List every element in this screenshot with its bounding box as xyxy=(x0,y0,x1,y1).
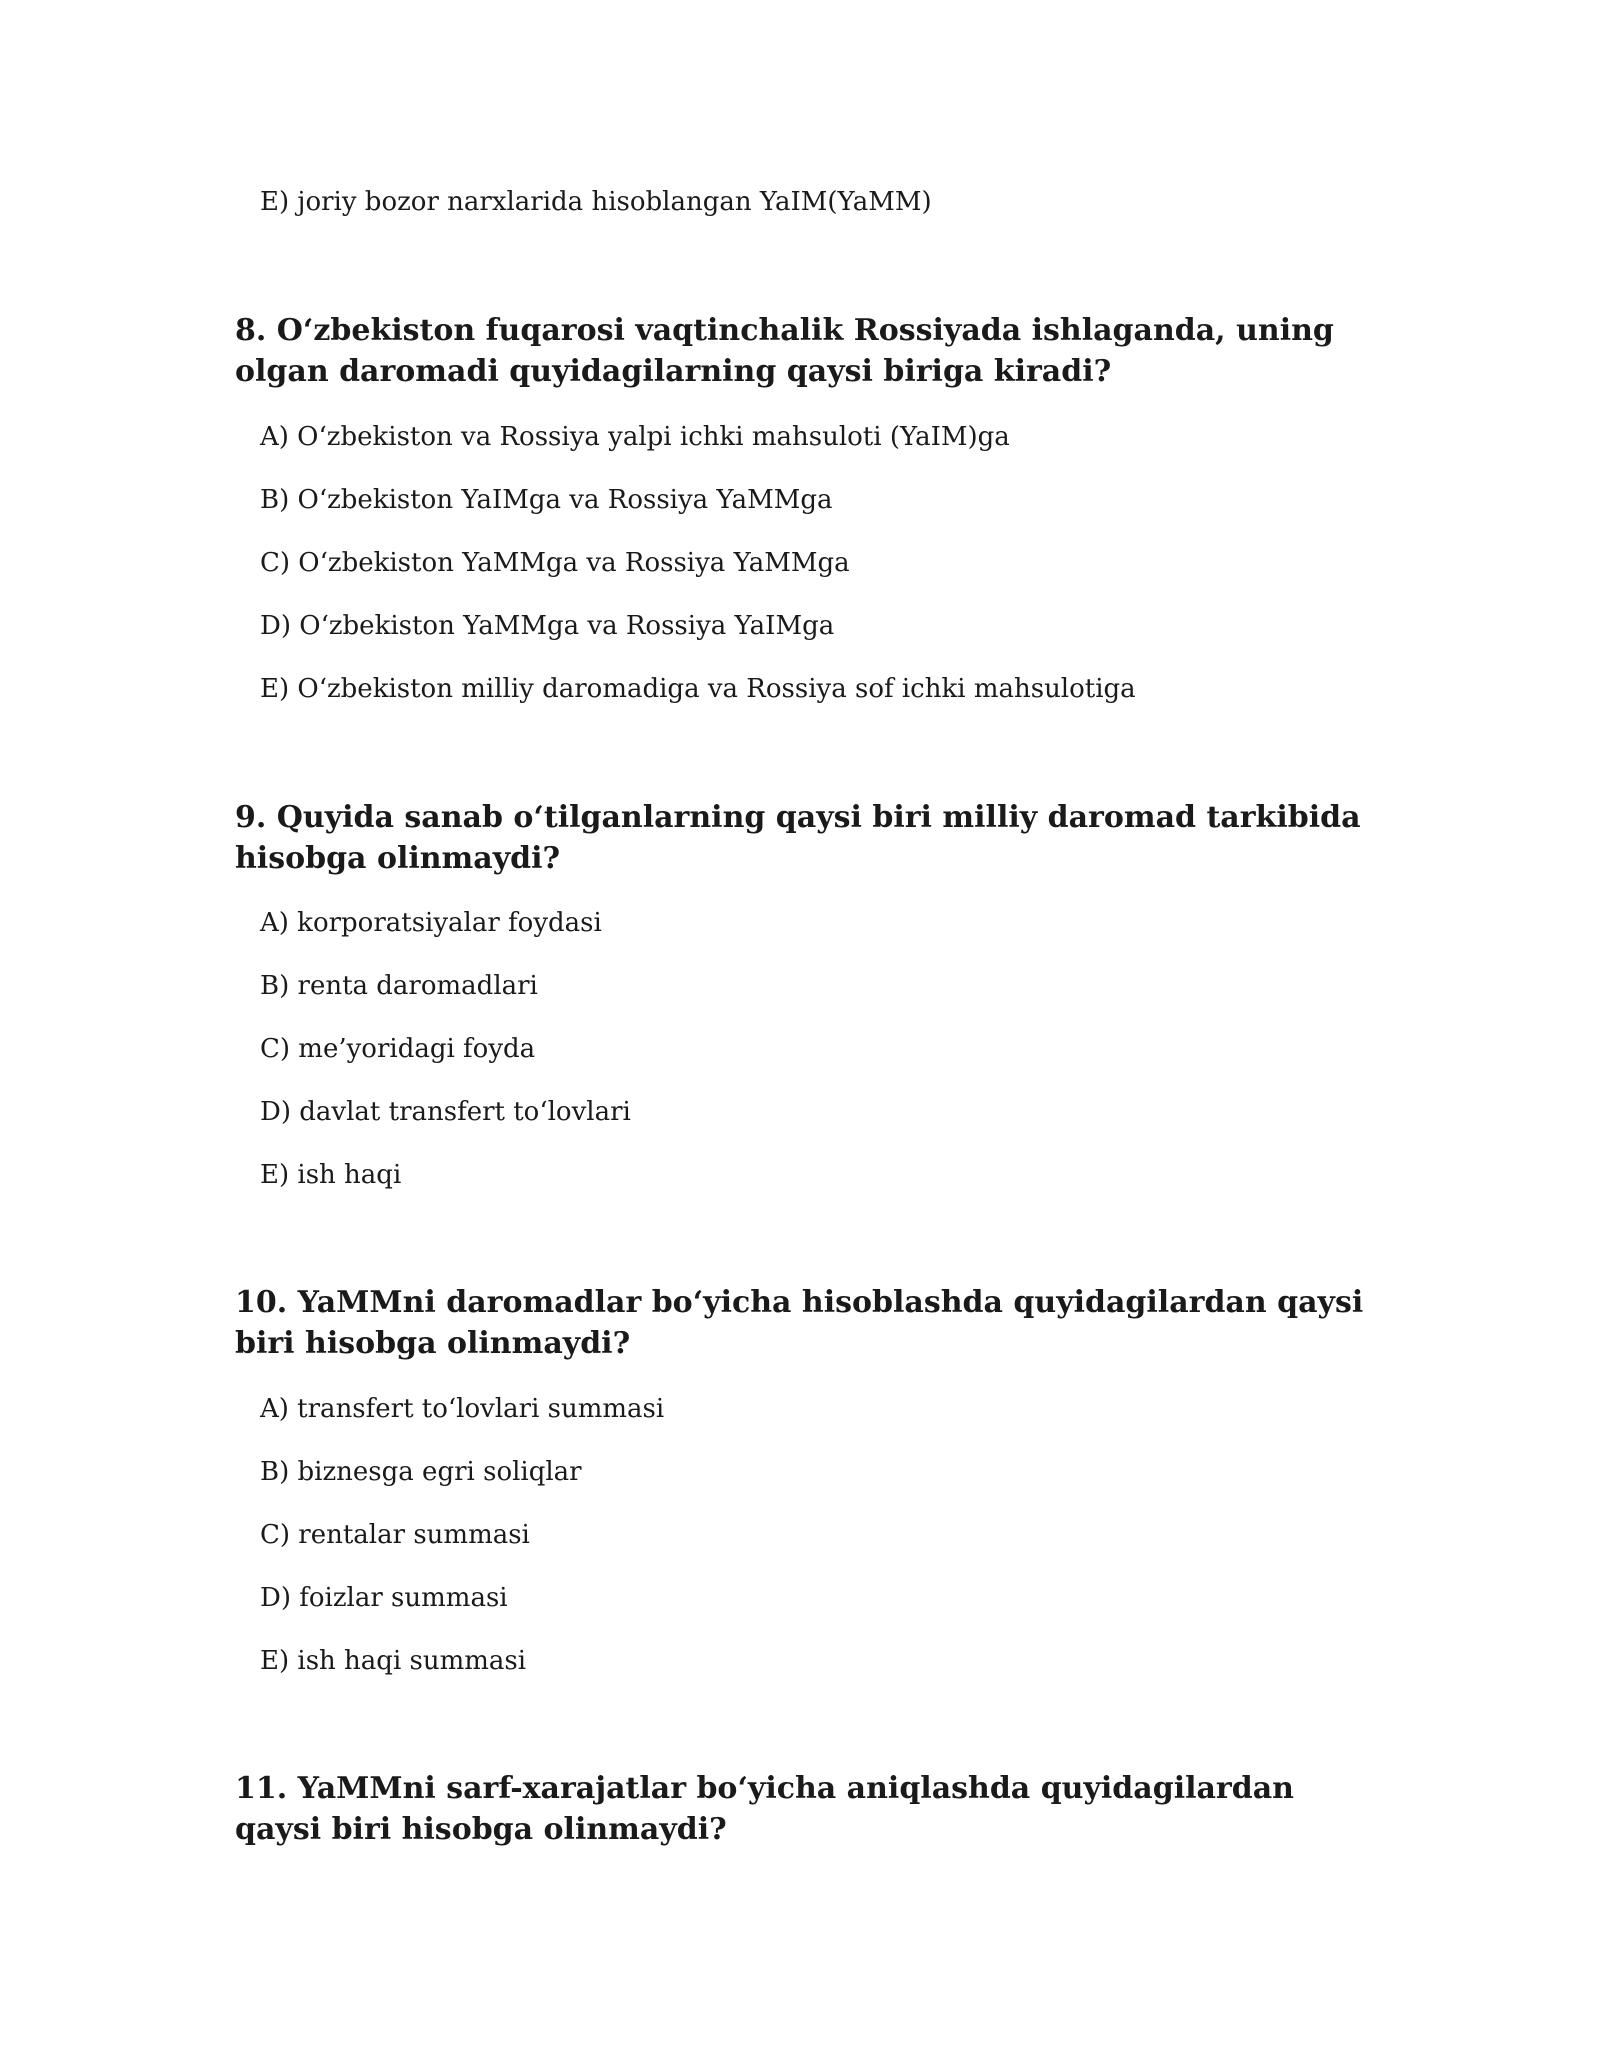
option-c: C) me’yoridagi foyda xyxy=(260,1034,536,1064)
option-c: C) rentalar summasi xyxy=(260,1520,530,1550)
option-b: B) biznesga egri soliqlar xyxy=(260,1457,582,1487)
option-b: B) O‘zbekiston YaIMga va Rossiya YaMMga xyxy=(260,485,833,515)
option-a: A) transfert to‘lovlari summasi xyxy=(260,1394,665,1424)
option-e: E) ish haqi summasi xyxy=(260,1646,527,1676)
question-10: 10. YaMMni daromadlar bo‘yicha hisoblashda quyidagilardan qaysi biri hisobga olinmaydi? xyxy=(235,1285,1364,1361)
option-e: E) joriy bozor narxlarida hisoblangan YaIM(YaMM) xyxy=(260,187,932,217)
option-d: D) foizlar summasi xyxy=(260,1583,508,1613)
option-d: D) O‘zbekiston YaMMga va Rossiya YaIMga xyxy=(260,611,835,641)
option-c: C) O‘zbekiston YaMMga va Rossiya YaMMga xyxy=(260,548,850,578)
option-e: E) ish haqi xyxy=(260,1160,402,1190)
option-a: A) korporatsiyalar foydasi xyxy=(260,908,602,938)
question-9: 9. Quyida sanab o‘tilganlarning qaysi biri milliy daromad tarkibida hisobga olinmaydi? xyxy=(235,800,1361,876)
option-b: B) renta daromadlari xyxy=(260,971,538,1001)
option-e: E) O‘zbekiston milliy daromadiga va Rossiya sof ichki mahsulotiga xyxy=(260,674,1136,704)
option-d: D) davlat transfert to‘lovlari xyxy=(260,1097,631,1127)
question-8: 8. O‘zbekiston fuqarosi vaqtinchalik Rossiyada ishlaganda, uning olgan daromadi quyidagilarning qaysi biriga kiradi? xyxy=(235,313,1334,389)
question-11: 11. YaMMni sarf-xarajatlar bo‘yicha aniqlashda quyidagilardan qaysi biri hisobga olinmaydi? xyxy=(235,1771,1294,1847)
option-a: A) O‘zbekiston va Rossiya yalpi ichki mahsuloti (YaIM)ga xyxy=(260,422,1010,452)
